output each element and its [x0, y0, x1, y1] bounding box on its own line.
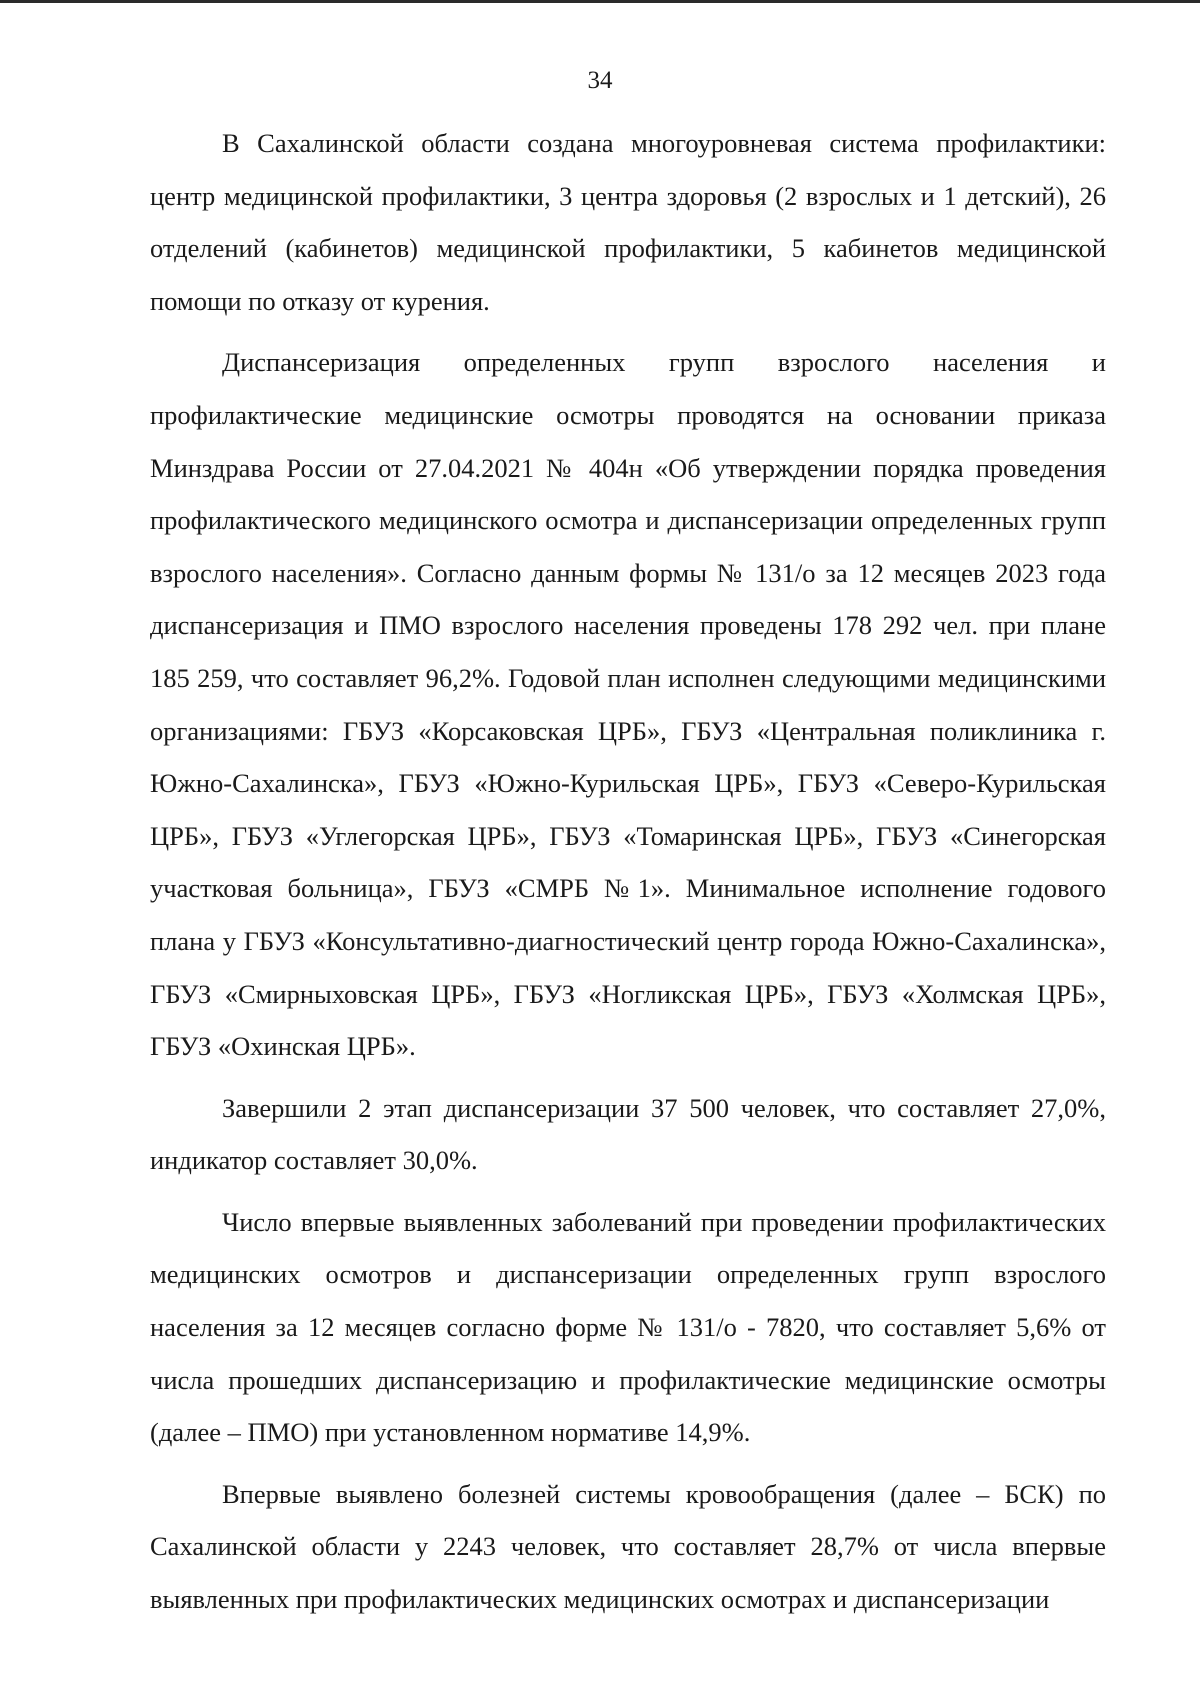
- paragraph-newly-detected-diseases: Число впервые выявленных заболеваний при проведении профилактических медицинских осмотров и диспансеризации определенных групп взрослого населения за 12 месяцев согласно форме № 131/о - 7820, что составляет 5,6% от числа прошедших диспансеризацию и профилактические медицинские осмотры (далее – ПМО) при установленном нормативе 14,9%.: [150, 1206, 1106, 1448]
- paragraph-prevention-system: В Сахалинской области создана многоуровневая система профилактики: центр медицинской профилактики, 3 центра здоровья (2 взрослых и 1 детский), 26 отделений (кабинетов) медицинской профилактики, 5 кабинетов медицинской помощи по отказу от курения.: [150, 128, 1106, 316]
- body-text: [150, 117, 1106, 1635]
- paragraph-second-stage: Завершили 2 этап диспансеризации 37 500 человек, что составляет 27,0%, индикатор составляет 30,0%.: [150, 1092, 1106, 1176]
- top-border-line: [0, 0, 1200, 3]
- paragraph-circulatory-diseases: Впервые выявлено болезней системы кровообращения (далее – БСК) по Сахалинской области у 2243 человек, что составляет 28,7% от числа впервые выявленных при профилактических медицинских осмотрах и диспансеризации: [150, 1478, 1106, 1615]
- paragraph-dispensarization-order: Диспансеризация определенных групп взрослого населения и профилактические медицинские осмотры проводятся на основании приказа Минздрава России от 27.04.2021 № 404н «Об утверждении порядка проведения профилактического медицинского осмотра и диспансеризации определенных групп взрослого населения». Согласно данным формы № 131/о за 12 месяцев 2023 года диспансеризация и ПМО взрослого населения проведены 178 292 чел. при плане 185 259, что составляет 96,2%. Годовой план исполнен следующими медицинскими организациями: ГБУЗ «Корсаковская ЦРБ», ГБУЗ «Центральная поликлиника г. Южно-Сахалинска», ГБУЗ «Южно-Курильская ЦРБ», ГБУЗ «Северо-Курильская ЦРБ», ГБУЗ «Углегорская ЦРБ», ГБУЗ «Томаринская ЦРБ», ГБУЗ «Синегорская участковая больница», ГБУЗ «СМРБ №1». Минимальное исполнение годового плана у ГБУЗ «Консультативно-диагностический центр города Южно-Сахалинска», ГБУЗ «Смирныховская ЦРБ», ГБУЗ «Ногликская ЦРБ», ГБУЗ «Холмская ЦРБ», ГБУЗ «Охинская ЦРБ».: [150, 347, 1106, 1062]
- page-number: 34: [587, 67, 613, 94]
